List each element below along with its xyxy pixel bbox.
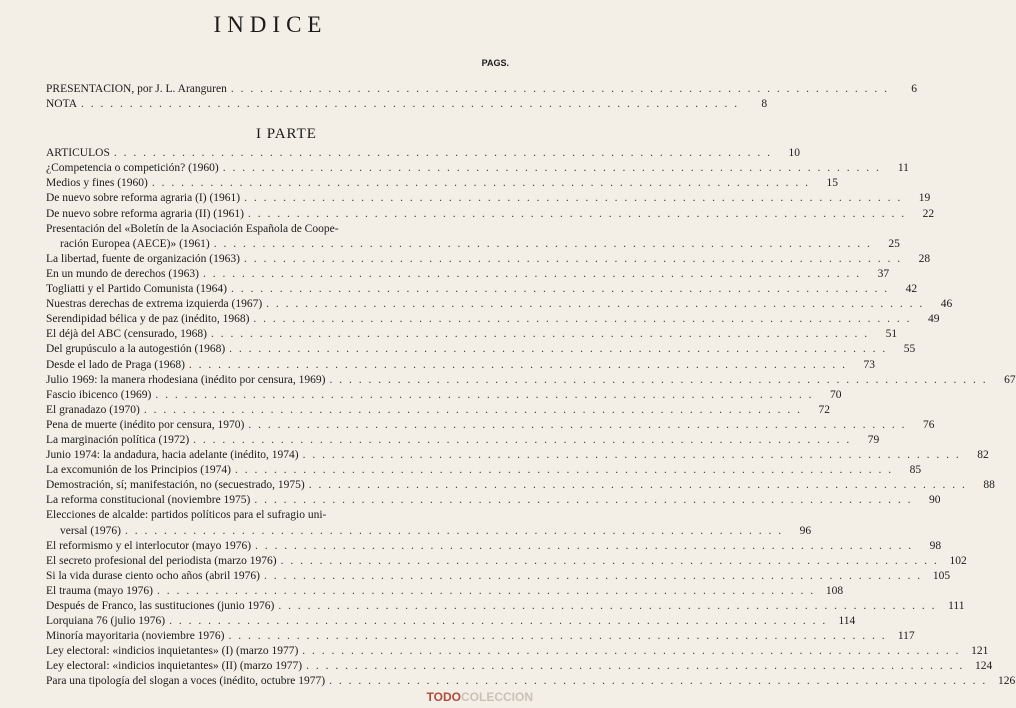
page-number: 105 — [932, 569, 951, 582]
entry-title: Togliatti y el Partido Comunista (1964) — [46, 283, 227, 296]
toc-entry — [46, 539, 942, 554]
entry-title: De nuevo sobre reforma agraria (I) (1961) — [46, 192, 241, 205]
page-number: 37 — [877, 267, 890, 280]
page-number: 73 — [863, 358, 876, 371]
entry-title: Si la vida durase ciento ocho años (abril 1976) — [46, 569, 260, 582]
toc-entry — [46, 161, 909, 176]
toc-entry — [46, 659, 993, 674]
page-number: 114 — [838, 615, 856, 628]
page-number: 72 — [818, 403, 831, 416]
table-of-contents — [46, 82, 1016, 690]
dot-leader: . . . . . . . . . . . . . . . . . . . . . . . . . . . . . . . . . . . . . . . . . . . . . . . . . . . . . . . . . . . . . . . . . . . . — [143, 403, 803, 416]
dot-leader: . . . . . . . . . . . . . . . . . . . . . . . . . . . . . . . . . . . . . . . . . . . . . . . . . . . . . . . . . . . . . . . . . . . . — [169, 615, 828, 628]
toc-entry — [46, 82, 917, 97]
page-number: 111 — [948, 600, 965, 612]
entry-title-line2-row — [46, 524, 812, 539]
dot-leader: . . . . . . . . . . . . . . . . . . . . . . . . . . . . . . . . . . . . . . . . . . . . . . . . . . . . . . . . . . . . . . . . . . . . — [255, 539, 914, 552]
toc-entry — [46, 463, 922, 478]
page-number: 124 — [974, 660, 993, 673]
dot-leader: . . . . . . . . . . . . . . . . . . . . . . . . . . . . . . . . . . . . . . . . . . . . . . . . . . . . . . . . . . . . . . . . . . . . — [151, 177, 811, 190]
watermark-suffix: COLECCION — [461, 690, 533, 704]
dot-leader: . . . . . . . . . . . . . . . . . . . . . . . . . . . . . . . . . . . . . . . . . . . . . . . . . . . . . . . . . . . . . . . . . . . . — [253, 313, 912, 326]
dot-leader: . . . . . . . . . . . . . . . . . . . . . . . . . . . . . . . . . . . . . . . . . . . . . . . . . . . . . . . . . . . . . . . . . . . . — [248, 418, 907, 431]
page-number: 88 — [983, 479, 995, 492]
page-number: 46 — [940, 298, 953, 311]
dot-leader: . . . . . . . . . . . . . . . . . . . . . . . . . . . . . . . . . . . . . . . . . . . . . . . . . . . . . . . . . . . . . . . . . . . . — [230, 283, 890, 296]
dot-leader: . . . . . . . . . . . . . . . . . . . . . . . . . . . . . . . . . . . . . . . . . . . . . . . . . . . . . . . . . . . . . . . . . . . . — [280, 554, 939, 567]
dot-leader: . . . . . . . . . . . . . . . . . . . . . . . . . . . . . . . . . . . . . . . . . . . . . . . . . . . . . . . . . . . . . . . . . . . . — [113, 147, 772, 160]
dot-leader: . . . . . . . . . . . . . . . . . . . . . . . . . . . . . . . . . . . . . . . . . . . . . . . . . . . . . . . . . . . . . . . . . . . . — [156, 584, 816, 597]
entry-title: PRESENTACION, por J. L. Aranguren — [46, 83, 227, 95]
toc-entry — [46, 388, 842, 403]
entry-title: En un mundo de derechos (1963) — [46, 267, 199, 280]
toc-entry — [46, 222, 900, 252]
entry-title: El reformismo y el interlocutor (mayo 1976) — [46, 539, 252, 552]
dot-leader: . . . . . . . . . . . . . . . . . . . . . . . . . . . . . . . . . . . . . . . . . . . . . . . . . . . . . . . . . . . . . . . . . . . . — [202, 267, 862, 280]
dot-leader: . . . . . . . . . . . . . . . . . . . . . . . . . . . . . . . . . . . . . . . . . . . . . . . . . . . . . . . . . . . . . . . . . . . . — [125, 524, 784, 537]
toc-entry — [46, 267, 890, 282]
entry-title-line2: versal (1976) — [60, 524, 121, 537]
toc-entry — [46, 252, 931, 267]
dot-leader: . . . . . . . . . . . . . . . . . . . . . . . . . . . . . . . . . . . . . . . . . . . . . . . . . . . . . . . . . . . . . . . . . . . . — [210, 328, 870, 341]
entry-title: De nuevo sobre reforma agraria (II) (1961) — [46, 207, 244, 220]
page-number: 42 — [905, 283, 918, 296]
toc-entry — [46, 433, 880, 448]
entry-title: Ley electoral: «indicios inquietantes» (I) (marzo 1977) — [46, 645, 299, 658]
dot-leader: . . . . . . . . . . . . . . . . . . . . . . . . . . . . . . . . . . . . . . . . . . . . . . . . . . . . . . . . . . . . . . . . . . . . — [329, 373, 988, 386]
toc-entry — [46, 97, 768, 112]
entry-title: La excomunión de los Principios (1974) — [46, 464, 231, 477]
page-number: 6 — [911, 83, 917, 95]
entry-title: El secreto profesional del periodista (marzo 1976) — [46, 554, 277, 567]
entry-title: Junio 1974: la andadura, hacia adelante (inédito, 1974) — [46, 449, 299, 462]
toc-entry — [46, 373, 1016, 388]
entry-title: El déjà del ABC (censurado, 1968) — [46, 328, 207, 341]
entry-title: La libertad, fuente de organización (1963) — [46, 252, 240, 265]
page-number: 79 — [867, 433, 880, 446]
entry-title-line2: ración Europea (AECE)» (1961) — [60, 237, 210, 250]
toc-entry — [46, 629, 915, 644]
dot-leader: . . . . . . . . . . . . . . . . . . . . . . . . . . . . . . . . . . . . . . . . . . . . . . . . . . . . . . . . . . . . . . . . . . . . — [243, 252, 903, 265]
toc-entry — [46, 282, 918, 297]
watermark-logo — [427, 690, 533, 704]
toc-entry — [46, 674, 1016, 689]
entry-title: Para una tipología del slogan a voces (inédito, octubre 1977) — [46, 675, 326, 688]
dot-leader: . . . . . . . . . . . . . . . . . . . . . . . . . . . . . . . . . . . . . . . . . . . . . . . . . . . . . . . . . . . . . . . . . . . . — [81, 98, 740, 111]
entry-title: Desde el lado de Praga (1968) — [46, 358, 185, 371]
page-number: 67 — [1004, 373, 1016, 386]
page-number: 90 — [929, 494, 941, 507]
page-number: 55 — [903, 343, 916, 356]
toc-entry — [46, 614, 856, 629]
page-number: 117 — [897, 630, 915, 643]
dot-leader: . . . . . . . . . . . . . . . . . . . . . . . . . . . . . . . . . . . . . . . . . . . . . . . . . . . . . . . . . . . . . . . . . . . . — [254, 494, 913, 507]
page-number: 76 — [922, 418, 935, 431]
pages-column-label: PAGS. — [481, 58, 509, 68]
entry-title: Después de Franco, las sustituciones (junio 1976) — [46, 600, 275, 612]
page-number: 28 — [918, 252, 931, 265]
entry-title-line2-row — [46, 237, 900, 252]
toc-entry — [46, 584, 844, 599]
toc-entry — [46, 644, 989, 659]
entry-title: ¿Competencia o competición? (1960) — [46, 162, 219, 175]
entry-title: La reforma constitucional (noviembre 1975) — [46, 494, 251, 507]
toc-entry — [46, 569, 951, 584]
dot-leader: . . . . . . . . . . . . . . . . . . . . . . . . . . . . . . . . . . . . . . . . . . . . . . . . . . . . . . . . . . . . . . . . . . . . — [329, 675, 988, 688]
entry-title-line1: Elecciones de alcalde: partidos políticos para el sufragio uni- — [46, 509, 327, 522]
watermark-prefix: TODO — [426, 690, 461, 704]
dot-leader: . . . . . . . . . . . . . . . . . . . . . . . . . . . . . . . . . . . . . . . . . . . . . . . . . . . . . . . . . . . . . . . . . . . . — [155, 388, 814, 401]
entry-title: Nuestras derechas de extrema izquierda (1967) — [46, 298, 263, 311]
page-number: 10 — [788, 147, 800, 160]
page-title: INDICE — [213, 12, 328, 37]
page-number: 102 — [949, 554, 967, 567]
toc-entry — [46, 297, 953, 312]
front-matter-list — [46, 82, 917, 112]
entry-title: Minoría mayoritaria (noviembre 1976) — [46, 630, 225, 643]
toc-entry — [46, 493, 941, 508]
entry-title: Demostración, sí; manifestación, no (secuestrado, 1975) — [46, 479, 305, 492]
toc-entry — [46, 342, 916, 357]
page-number: 70 — [830, 388, 842, 401]
entry-title: Medios y fines (1960) — [46, 177, 148, 190]
dot-leader: . . . . . . . . . . . . . . . . . . . . . . . . . . . . . . . . . . . . . . . . . . . . . . . . . . . . . . . . . . . . . . . . . . . . — [308, 479, 967, 492]
page-number: 108 — [825, 584, 844, 597]
page-number: 96 — [799, 524, 812, 537]
page-number: 22 — [922, 207, 935, 220]
dot-leader: . . . . . . . . . . . . . . . . . . . . . . . . . . . . . . . . . . . . . . . . . . . . . . . . . . . . . . . . . . . . . . . . . . . . — [266, 298, 925, 311]
entry-title: Ley electoral: «indicios inquietantes» (II) (marzo 1977) — [46, 660, 303, 673]
dot-leader: . . . . . . . . . . . . . . . . . . . . . . . . . . . . . . . . . . . . . . . . . . . . . . . . . . . . . . . . . . . . . . . . . . . . — [222, 162, 881, 175]
dot-leader: . . . . . . . . . . . . . . . . . . . . . . . . . . . . . . . . . . . . . . . . . . . . . . . . . . . . . . . . . . . . . . . . . . . . — [263, 569, 923, 582]
dot-leader: . . . . . . . . . . . . . . . . . . . . . . . . . . . . . . . . . . . . . . . . . . . . . . . . . . . . . . . . . . . . . . . . . . . . — [306, 660, 965, 673]
dot-leader: . . . . . . . . . . . . . . . . . . . . . . . . . . . . . . . . . . . . . . . . . . . . . . . . . . . . . . . . . . . . . . . . . . . . — [193, 433, 852, 446]
entry-title: Pena de muerte (inédito por censura, 1970) — [46, 418, 245, 431]
page-number: 121 — [971, 645, 989, 658]
entry-title: El trauma (mayo 1976) — [46, 584, 153, 597]
dot-leader: . . . . . . . . . . . . . . . . . . . . . . . . . . . . . . . . . . . . . . . . . . . . . . . . . . . . . . . . . . . . . . . . . . . . — [188, 358, 848, 371]
page-number: 25 — [888, 237, 900, 250]
entry-title: La marginación política (1972) — [46, 433, 190, 446]
toc-entry — [46, 478, 995, 493]
page-number: 8 — [761, 98, 768, 111]
entry-title: NOTA — [46, 98, 78, 111]
toc-entry — [46, 146, 800, 161]
dot-leader: . . . . . . . . . . . . . . . . . . . . . . . . . . . . . . . . . . . . . . . . . . . . . . . . . . . . . . . . . . . . . . . . . . . . — [234, 464, 894, 477]
toc-entry — [46, 312, 940, 327]
dot-leader: . . . . . . . . . . . . . . . . . . . . . . . . . . . . . . . . . . . . . . . . . . . . . . . . . . . . . . . . . . . . . . . . . . . . — [302, 449, 961, 462]
entry-title: Julio 1969: la manera rhodesiana (inédito por censura, 1969) — [46, 373, 326, 386]
toc-entry — [46, 418, 935, 433]
page-number: 49 — [928, 313, 940, 326]
toc-entry — [46, 207, 935, 222]
dot-leader: . . . . . . . . . . . . . . . . . . . . . . . . . . . . . . . . . . . . . . . . . . . . . . . . . . . . . . . . . . . . . . . . . . . . — [278, 600, 937, 612]
toc-entry — [46, 599, 965, 614]
toc-entry — [46, 554, 967, 569]
dot-leader: . . . . . . . . . . . . . . . . . . . . . . . . . . . . . . . . . . . . . . . . . . . . . . . . . . . . . . . . . . . . . . . . . . . . — [228, 630, 887, 643]
dot-leader: . . . . . . . . . . . . . . . . . . . . . . . . . . . . . . . . . . . . . . . . . . . . . . . . . . . . . . . . . . . . . . . . . . . . — [213, 237, 872, 250]
page-number: 51 — [885, 328, 898, 341]
dot-leader: . . . . . . . . . . . . . . . . . . . . . . . . . . . . . . . . . . . . . . . . . . . . . . . . . . . . . . . . . . . . . . . . . . . . — [244, 192, 903, 205]
articles-list — [46, 146, 1016, 689]
dot-leader: . . . . . . . . . . . . . . . . . . . . . . . . . . . . . . . . . . . . . . . . . . . . . . . . . . . . . . . . . . . . . . . . . . . . — [302, 645, 961, 658]
entry-title: Serendipidad bélica y de paz (inédito, 1968) — [46, 313, 250, 326]
page-number: 11 — [897, 162, 909, 175]
page-number: 98 — [929, 539, 942, 552]
dot-leader: . . . . . . . . . . . . . . . . . . . . . . . . . . . . . . . . . . . . . . . . . . . . . . . . . . . . . . . . . . . . . . . . . . . . — [229, 343, 888, 356]
entry-title: Fascio ibicenco (1969) — [46, 388, 152, 401]
entry-title: ARTICULOS — [46, 147, 110, 160]
toc-entry — [46, 403, 831, 418]
page-number: 126 — [998, 675, 1016, 688]
toc-entry — [46, 191, 931, 206]
dot-leader: . . . . . . . . . . . . . . . . . . . . . . . . . . . . . . . . . . . . . . . . . . . . . . . . . . . . . . . . . . . . . . . . . . . . — [230, 83, 889, 95]
toc-entry — [46, 176, 839, 191]
dot-leader: . . . . . . . . . . . . . . . . . . . . . . . . . . . . . . . . . . . . . . . . . . . . . . . . . . . . . . . . . . . . . . . . . . . . — [247, 207, 907, 220]
page-number: 82 — [977, 449, 989, 462]
page-number: 85 — [909, 464, 922, 477]
page-number: 19 — [918, 192, 931, 205]
entry-title: El granadazo (1970) — [46, 403, 140, 416]
entry-title-line1: Presentación del «Boletín de la Asociación Española de Coope- — [46, 222, 339, 235]
toc-entry — [46, 358, 876, 373]
entry-title: Lorquiana 76 (julio 1976) — [46, 615, 166, 628]
toc-entry — [46, 508, 812, 538]
toc-entry — [46, 448, 989, 463]
toc-entry — [46, 327, 898, 342]
part-heading: I PARTE — [256, 126, 317, 143]
entry-title: Del grupúsculo a la autogestión (1968) — [46, 343, 226, 356]
page-number: 15 — [826, 177, 839, 190]
